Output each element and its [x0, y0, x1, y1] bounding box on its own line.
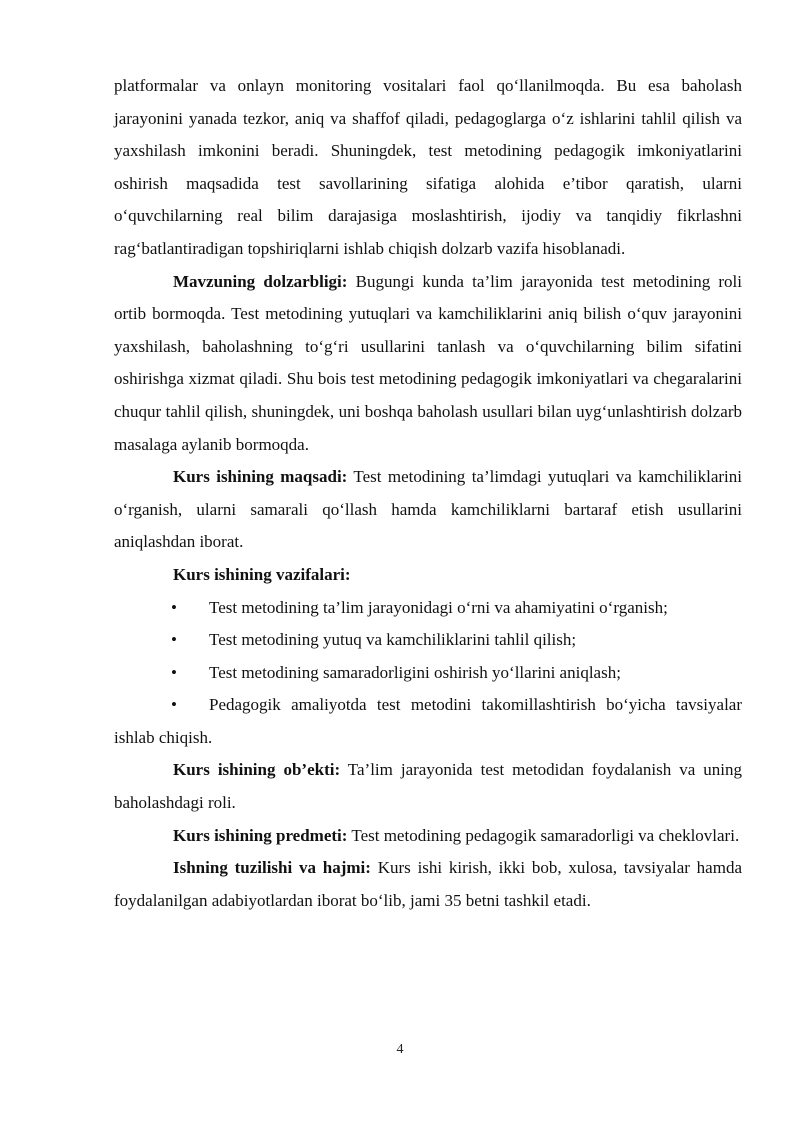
task-item-text: Test metodining ta’lim jarayonidagi o‘rni va ahamiyatini o‘rganish; [209, 597, 668, 617]
subject-paragraph [114, 820, 742, 853]
relevance-paragraph [114, 266, 742, 462]
task-item-text: Test metodining samaradorligini oshirish yo‘llarini aniqlash; [209, 662, 621, 682]
structure-paragraph [114, 852, 742, 917]
structure-label: Ishning tuzilishi va hajmi: [173, 858, 371, 878]
task-item [114, 592, 742, 625]
structure-text: Kurs ishi kirish, ikki bob, xulosa, tavsiyalar hamda foydalanilgan adabiyotlardan iborat bo‘lib, jami 35 betni tashkil etadi. [114, 858, 742, 910]
task-item-text: Test metodining yutuq va kamchiliklarini tahlil qilish; [209, 630, 577, 650]
task-item [114, 657, 742, 690]
task-item [114, 689, 742, 754]
bullet-icon: • [171, 630, 177, 650]
intro-paragraph: platformalar va onlayn monitoring vositalari faol qo‘llanilmoqda. Bu esa baholash jarayonini yanada tezkor, aniq va shaffof qiladi, pedagoglarga o‘z ishlarini tahlil qilish va yaxshilash imkonini beradi. Shuningdek, test metodining pedagogik imkoniyatlarini oshirish maqsadida test savollarining sifatiga alohida e’tibor qaratish, ularni o‘quvchilarning real bilim darajasiga moslashtirish, ijodiy va tanqidiy fikrlashni rag‘batlantiradigan topshiriqlarni ishlab chiqish dolzarb vazifa hisoblanadi. [114, 76, 742, 258]
relevance-label: Mavzuning dolzarbligi: [173, 271, 348, 291]
document-page [114, 70, 742, 917]
object-text: Ta’lim jarayonida test metodidan foydalanish va uning baholashdagi roli. [114, 760, 742, 813]
subject-label: Kurs ishining predmeti: [173, 825, 348, 845]
page-number: 4 [396, 1042, 404, 1057]
object-paragraph [114, 754, 742, 819]
object-label: Kurs ishining ob’ekti: [173, 760, 341, 780]
bullet-icon: • [171, 597, 177, 617]
task-item-text: Pedagogik amaliyotda test metodini takomillashtirish bo‘yicha tavsiyalar ishlab chiqish. [114, 695, 742, 747]
bullet-icon: • [171, 695, 177, 715]
relevance-text: Bugungi kunda ta’lim jarayonida test metodining roli ortib bormoqda. Test metodining yutuqlari va kamchiliklarini aniq bilish o‘quv jarayonini yaxshilash, baholashning to‘g‘ri usullarini tanlash va o‘quvchilarning bilim sifatini oshirishga xizmat qiladi. Shu bois test metodining pedagogik imkoniyatlari va chegaralarini chuqur tahlil qilish, shuningdek, uni boshqa baholash usullari bilan uyg‘unlashtirish dolzarb masalaga aylanib bormoqda. [114, 271, 743, 454]
goal-paragraph [114, 461, 742, 559]
tasks-heading: Kurs ishining vazifalari: [173, 564, 351, 584]
bullet-icon: • [171, 662, 177, 682]
goal-text: Test metodining ta’limdagi yutuqlari va kamchiliklarini o‘rganish, ularni samarali qo‘llash hamda kamchiliklarni bartaraf etish usullarini aniqlashdan iborat. [114, 467, 742, 552]
goal-label: Kurs ishining maqsadi: [173, 467, 348, 487]
subject-text: Test metodining pedagogik samaradorligi va cheklovlari. [347, 825, 740, 845]
task-item [114, 624, 742, 657]
